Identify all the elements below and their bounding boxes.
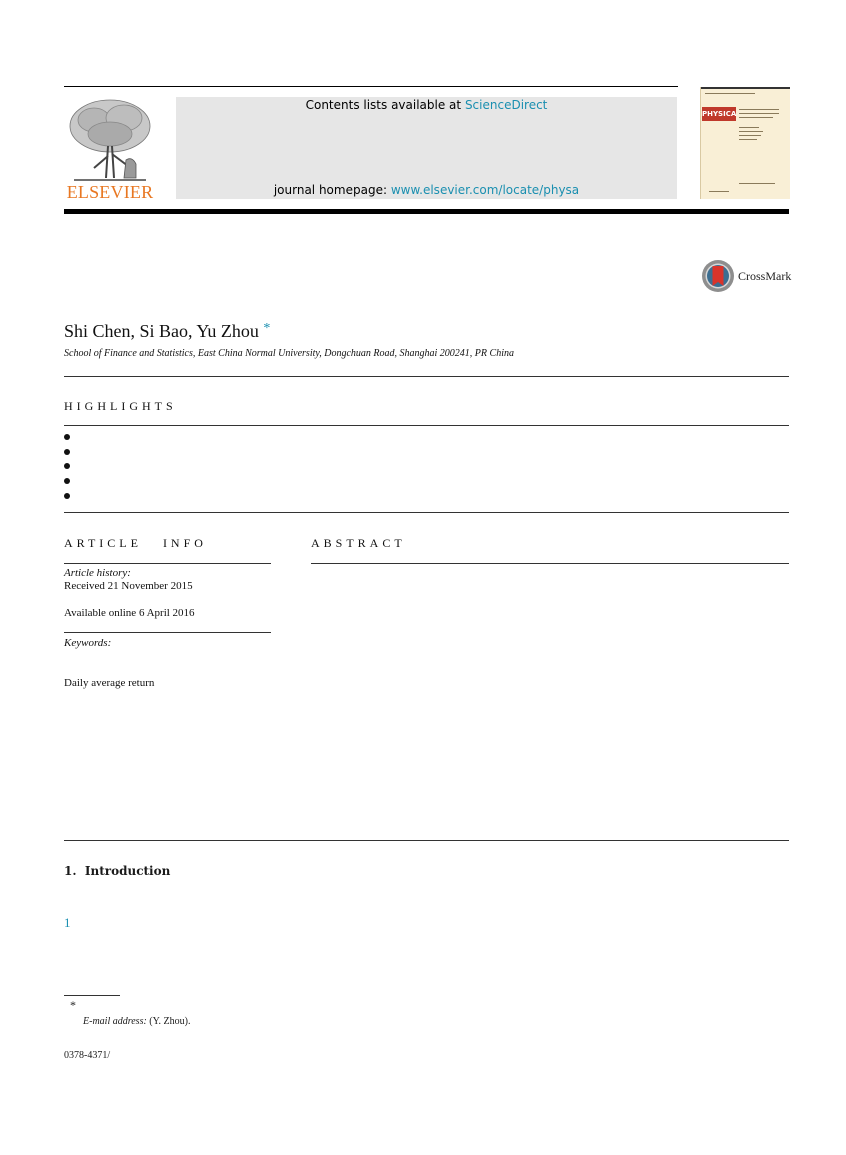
abstract-heading: ABSTRACT — [311, 536, 406, 550]
available-online-date: Available online 6 April 2016 — [64, 607, 195, 619]
publisher-name: ELSEVIER — [66, 182, 154, 202]
header-top-rule — [64, 86, 678, 87]
homepage-prefix: journal homepage: — [273, 183, 391, 197]
highlight-bullet — [64, 449, 70, 455]
highlight-bullet — [64, 463, 70, 469]
keyword: Daily average return — [64, 677, 155, 689]
article-info-heading: ARTICLE INFO — [64, 536, 207, 550]
keywords-label: Keywords: — [64, 637, 112, 649]
footnote-rule — [64, 995, 120, 996]
cover-line — [739, 131, 763, 132]
author-names: Shi Chen, Si Bao, Yu Zhou — [64, 321, 259, 341]
section-heading-introduction: 1. Introduction — [64, 864, 171, 878]
cover-line — [705, 93, 755, 94]
cover-line — [739, 139, 757, 140]
divider — [64, 563, 271, 564]
cover-line — [709, 191, 729, 192]
divider — [311, 563, 789, 564]
divider — [64, 376, 789, 377]
cover-line — [739, 109, 779, 110]
crossmark-icon — [701, 259, 735, 293]
divider — [64, 840, 789, 841]
highlight-bullet — [64, 434, 70, 440]
cover-line — [739, 117, 773, 118]
cover-title-tag: PHYSICA — [702, 107, 736, 121]
journal-banner — [176, 97, 677, 199]
email-label: E-mail address: — [83, 1016, 147, 1027]
cover-top-bar — [701, 87, 790, 89]
tree-icon — [64, 96, 156, 182]
header-thick-rule — [64, 209, 789, 214]
divider — [64, 632, 271, 633]
footnote-email — [83, 1016, 191, 1027]
corresponding-author-mark[interactable]: * — [263, 321, 271, 336]
affiliation: School of Finance and Statistics, East China Normal University, Dongchuan Road, Shanghai 200241, PR China — [64, 348, 514, 359]
homepage-line — [176, 183, 677, 197]
email-value: (Y. Zhou). — [149, 1016, 191, 1027]
elsevier-logo[interactable] — [64, 96, 156, 200]
cover-line — [739, 127, 759, 128]
article-history-label: Article history: — [64, 567, 131, 579]
contents-prefix: Contents lists available at — [305, 98, 465, 112]
journal-homepage-link[interactable]: www.elsevier.com/locate/physa — [390, 183, 580, 197]
highlight-bullet — [64, 478, 70, 484]
received-date: Received 21 November 2015 — [64, 580, 193, 592]
cover-line — [739, 135, 761, 136]
divider — [64, 425, 789, 426]
contents-line — [176, 98, 677, 112]
sciencedirect-link[interactable]: ScienceDirect — [464, 98, 548, 112]
cover-line — [739, 113, 779, 114]
issn: 0378-4371/ — [64, 1050, 111, 1061]
divider — [64, 512, 789, 513]
cover-line — [739, 183, 775, 184]
crossmark-label: CrossMark — [738, 269, 792, 283]
highlights-heading: HIGHLIGHTS — [64, 399, 177, 413]
author-list — [64, 321, 270, 342]
crossmark-badge[interactable] — [701, 259, 792, 293]
footnote-mark: * — [70, 998, 76, 1012]
journal-cover[interactable] — [700, 87, 790, 199]
footnote-reference-link[interactable]: 1 — [64, 915, 71, 930]
highlight-bullet — [64, 493, 70, 499]
